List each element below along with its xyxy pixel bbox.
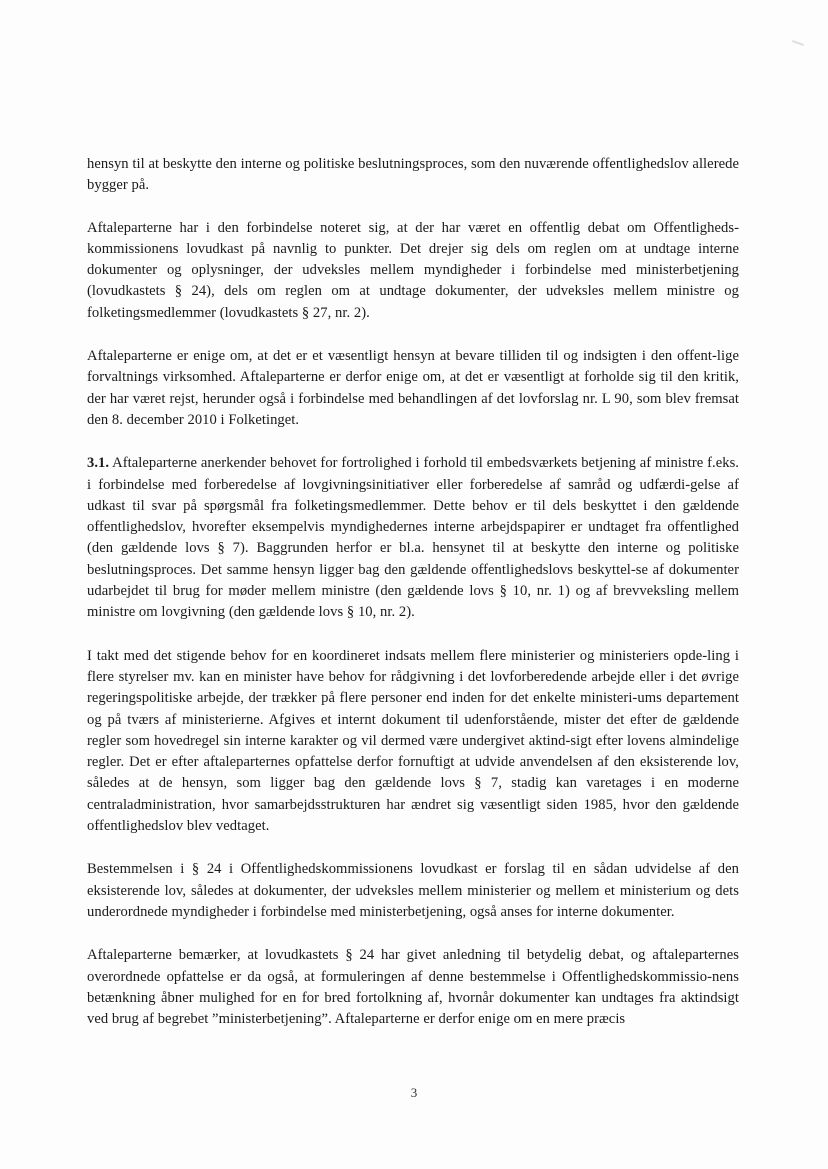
paragraph-text: Aftaleparterne har i den forbindelse noteret sig, at der har været en offentlig debat om Offentligheds-kommissionens lovudkast på navnlig to punkter. Det drejer sig dels om reglen om at undtage interne dokumenter og oplysninger, der udveksles mellem myndigheder i forbindelse med ministerbetjening (lovudkastets § 24), dels om reglen om at undtage dokumenter, der udveksles mellem ministre og folketingsmedlemmer (lovudkastets § 27, nr. 2).	[87, 219, 739, 321]
paragraph-coordination	[87, 646, 739, 838]
paragraph-public-debate	[87, 218, 739, 324]
paragraph-text: I takt med det stigende behov for en koordineret indsats mellem flere ministerier og ministeriers opde-ling i flere styrelser mv. kan en minister have behov for rådgivning i det lovforberedende arbejde eller i det øvrige regeringspolitiske arbejde, der trækker på flere personer end inden for det enkelte ministeri-ums departement og på tværs af ministerierne. Afgives et internt dokument til udenforstående, mister det efter de gældende regler som hovedregel sin interne karakter og vil dermed være undergivet aktind-sigt efter lovens almindelige regler. Det er efter aftaleparternes opfattelse derfor fornuftigt at udvide anvendelsen af den eksisterende lov, således at de hensyn, som ligger bag den gældende lovs § 7, stadig kan varetages i en moderne centraladministration, hvor samarbejdsstrukturen har ændret sig væsentligt siden 1985, hvor den gældende offentlighedslov blev vedtaget.	[87, 647, 739, 835]
section-number: 3.1.	[87, 455, 110, 472]
paragraph-text: hensyn til at beskytte den interne og politiske beslutningsproces, som den nuværende offentlighedslov allerede bygger på.	[87, 156, 739, 194]
paragraph-text: Bestemmelsen i § 24 i Offentlighedskommissionens lovudkast er forslag til en sådan udvidelse af den eksisterende lov, således at dokumenter, der udveksles mellem ministerier og mellem et ministerium og dets underordnede myndigheder i forbindelse med ministerbetjening, også anses for interne dokumenter.	[87, 861, 739, 920]
document-body	[87, 154, 739, 1052]
paragraph-text: Aftaleparterne bemærker, at lovudkastets § 24 har givet anledning til betydelig debat, og aftaleparternes overordnede opfattelse er da også, at formuleringen af denne bestemmelse i Offentlighedskommissio-nens betænkning åbner mulighed for en for bred fortolkning af, hvornår dokumenter kan undtages fra aktindsigt ved brug af begrebet ”ministerbetjening”. Aftaleparterne er derfor enige om en mere præcis	[87, 947, 739, 1028]
page-number: 3	[410, 1085, 418, 1100]
paragraph-debate-remark	[87, 945, 739, 1030]
paragraph-text: Aftaleparterne anerkender behovet for fortrolighed i forhold til embedsværkets betjening af ministre f.eks. i forbindelse med forberedelse af lovgivningsinitiativer eller forberedelse af samråd og udfærdi-gelse af udkast til svar på spørgsmål fra folketingsmedlemmer. Dette behov er til dels beskyttet i den gældende offentlighedslov, hvorefter eksempelvis myndighedernes interne arbejdspapirer er undtaget fra offentlighed (den gældende lovs § 7). Baggrunden herfor er bl.a. hensynet til at beskytte den interne og politiske beslutningsproces. Det samme hensyn ligger bag den gældende offentlighedslovs beskyttel-se af dokumenter udarbejdet til brug for møder mellem ministre (den gældende lovs § 10, nr. 1) og af brevveksling mellem ministre om lovgivning (den gældende lovs § 10, nr. 2).	[87, 455, 739, 621]
paragraph-section-3-1	[87, 453, 739, 623]
paragraph-text: Aftaleparterne er enige om, at det er et væsentligt hensyn at bevare tilliden til og indsigten i den offent-lige forvaltnings virksomhed. Aftaleparterne er derfor enige om, at det er væsentligt at forholde sig til den kritik, der har været rejst, herunder også i forbindelse med behandlingen af det lovforslag nr. L 90, som blev fremsat den 8. december 2010 i Folketinget.	[87, 348, 739, 428]
paragraph-continuation	[87, 154, 739, 197]
paragraph-provision-24	[87, 859, 739, 923]
paragraph-trust	[87, 346, 739, 431]
scan-artifact	[792, 40, 804, 46]
